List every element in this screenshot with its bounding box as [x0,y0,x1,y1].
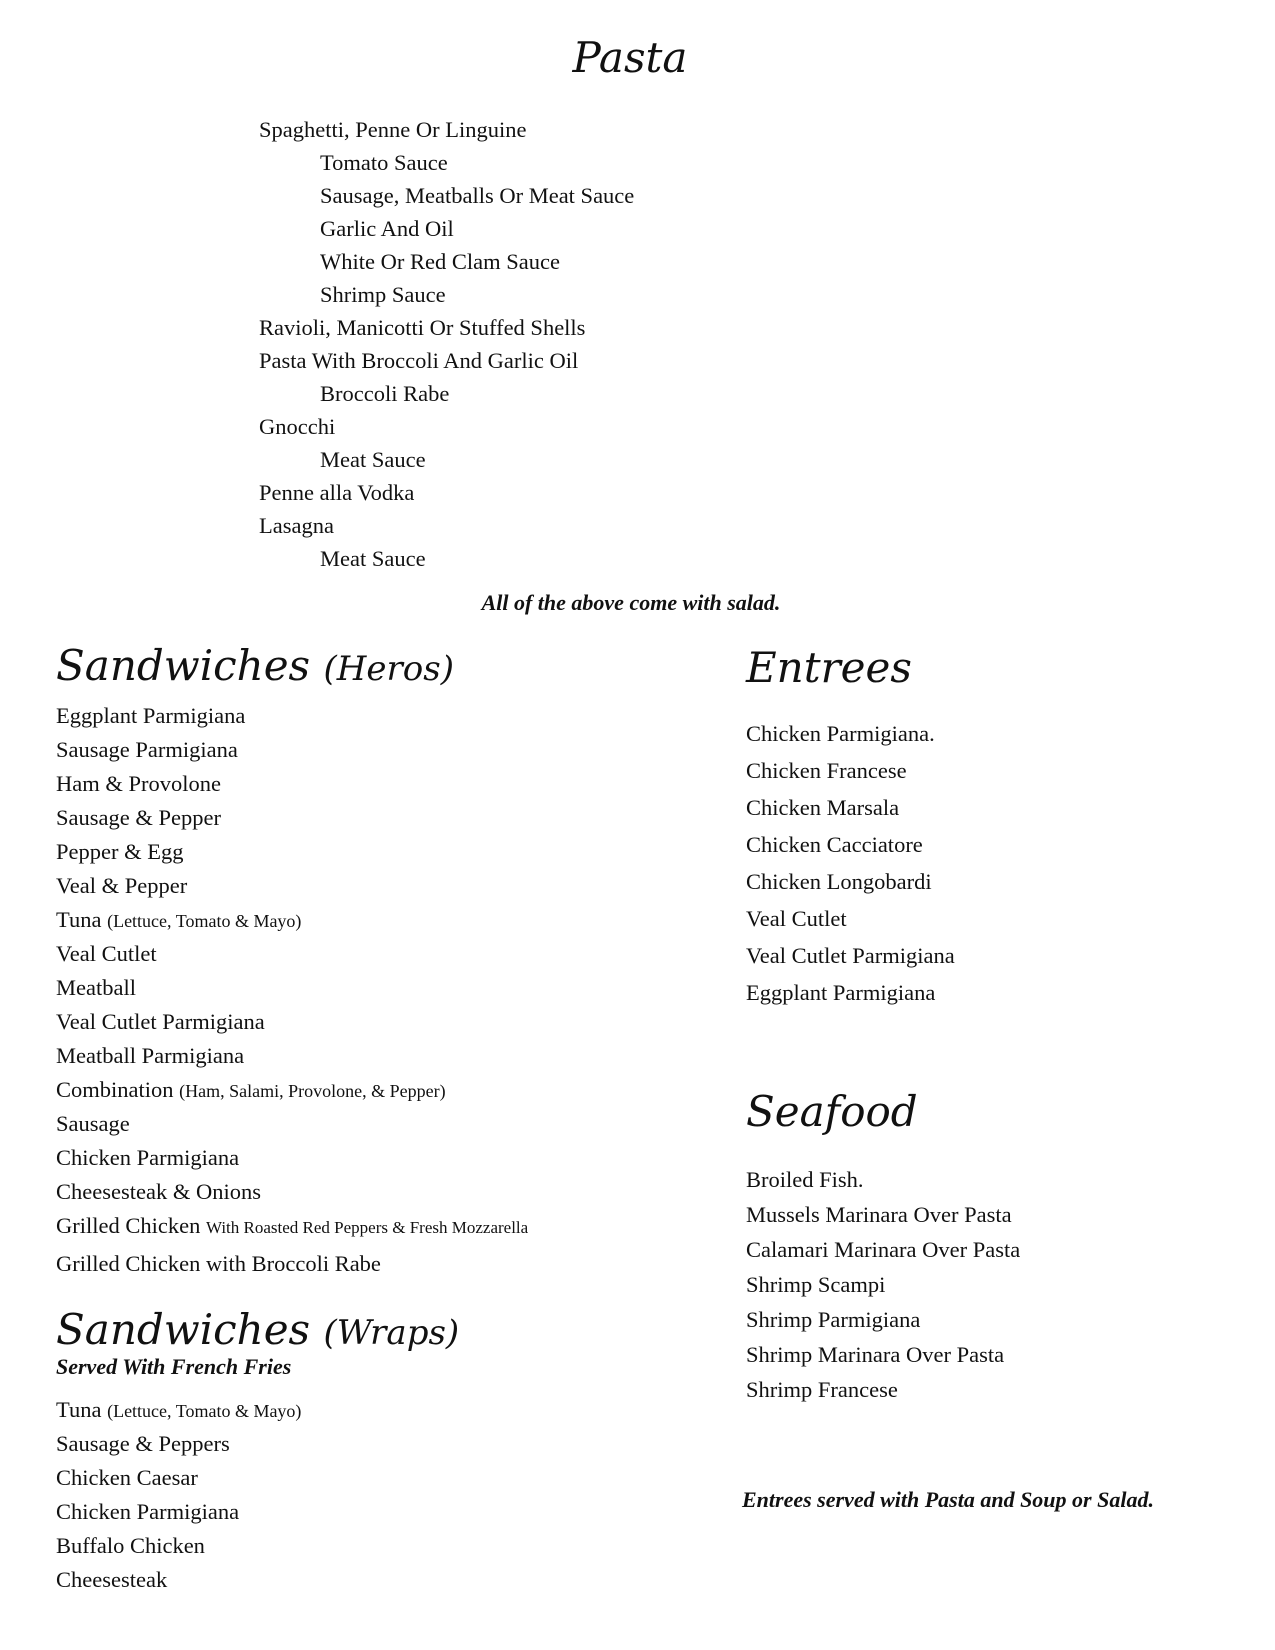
hero-item-label: Tuna [56,907,102,932]
hero-item-note: (Ham, Salami, Provolone, & Pepper) [179,1081,446,1101]
hero-item-note: With Roasted Red Peppers & Fresh Mozzarella [205,1218,529,1237]
pasta-item: Spaghetti, Penne Or Linguine [259,117,527,142]
entree-item: Chicken Marsala [746,795,900,820]
pasta-item: Pasta With Broccoli And Garlic Oil [259,348,579,373]
pasta-subitem: White Or Red Clam Sauce [320,249,560,274]
pasta-title: Pasta [572,33,688,82]
hero-item: Cheesesteak & Onions [56,1179,261,1204]
wrap-item: Chicken Caesar [56,1465,198,1490]
wrap-item: Buffalo Chicken [56,1533,205,1558]
pasta-subitem: Shrimp Sauce [320,282,446,307]
seafood-item: Mussels Marinara Over Pasta [746,1202,1012,1227]
entree-item: Chicken Longobardi [746,869,932,894]
pasta-subitem: Tomato Sauce [320,150,448,175]
wrap-item: Sausage & Peppers [56,1431,230,1456]
wraps-title-main: Sandwiches [56,1305,311,1354]
entrees-footnote: Entrees served with Pasta and Soup or Salad. [742,1487,1154,1512]
wrap-item [56,1396,301,1425]
seafood-item: Broiled Fish. [746,1167,864,1192]
hero-item: Veal & Pepper [56,873,188,898]
heros-title [56,642,454,693]
hero-item: Veal Cutlet [56,941,157,966]
hero-item: Meatball [56,975,136,1000]
entrees-title: Entrees [746,643,912,692]
seafood-item: Calamari Marinara Over Pasta [746,1237,1021,1262]
wrap-item: Cheesesteak [56,1567,168,1592]
pasta-item: Gnocchi [259,414,336,439]
heros-title-sub: (Heros) [323,649,454,689]
pasta-subitem: Sausage, Meatballs Or Meat Sauce [320,183,635,208]
entree-item: Veal Cutlet [746,906,847,931]
entree-item: Chicken Francese [746,758,907,783]
pasta-footnote: All of the above come with salad. [481,590,781,615]
hero-item [56,906,301,935]
hero-item: Meatball Parmigiana [56,1043,245,1068]
seafood-title: Seafood [746,1087,918,1136]
heros-title-main: Sandwiches [56,641,311,690]
seafood-item: Shrimp Scampi [746,1272,886,1297]
wrap-item: Chicken Parmigiana [56,1499,240,1524]
seafood-item: Shrimp Marinara Over Pasta [746,1342,1005,1367]
wraps-title [56,1306,459,1357]
pasta-subitem: Meat Sauce [320,546,426,571]
hero-item: Sausage [56,1111,130,1136]
pasta-subitem: Meat Sauce [320,447,426,472]
hero-item: Sausage & Pepper [56,805,221,830]
pasta-item: Lasagna [259,513,334,538]
pasta-subitem: Garlic And Oil [320,216,454,241]
wraps-title-sub: (Wraps) [323,1313,460,1353]
wrap-item-label: Tuna [56,1397,102,1422]
hero-item: Pepper & Egg [56,839,184,864]
hero-item [56,1212,528,1242]
entree-item: Chicken Cacciatore [746,832,923,857]
pasta-subitem: Broccoli Rabe [320,381,450,406]
hero-item: Grilled Chicken with Broccoli Rabe [56,1251,381,1276]
hero-item-label: Grilled Chicken [56,1213,201,1238]
wraps-tagline: Served With French Fries [56,1354,292,1379]
hero-item-label: Combination [56,1077,174,1102]
hero-item-note: (Lettuce, Tomato & Mayo) [107,911,302,931]
hero-item: Eggplant Parmigiana [56,703,246,728]
pasta-item: Penne alla Vodka [259,480,415,505]
hero-item [56,1076,446,1105]
wrap-item-note: (Lettuce, Tomato & Mayo) [107,1401,302,1421]
entree-item: Chicken Parmigiana. [746,721,935,746]
seafood-item: Shrimp Francese [746,1377,898,1402]
seafood-item: Shrimp Parmigiana [746,1307,921,1332]
hero-item: Chicken Parmigiana [56,1145,240,1170]
hero-item: Ham & Provolone [56,771,221,796]
pasta-item: Ravioli, Manicotti Or Stuffed Shells [259,315,586,340]
hero-item: Sausage Parmigiana [56,737,238,762]
entree-item: Eggplant Parmigiana [746,980,936,1005]
hero-item: Veal Cutlet Parmigiana [56,1009,265,1034]
entree-item: Veal Cutlet Parmigiana [746,943,955,968]
